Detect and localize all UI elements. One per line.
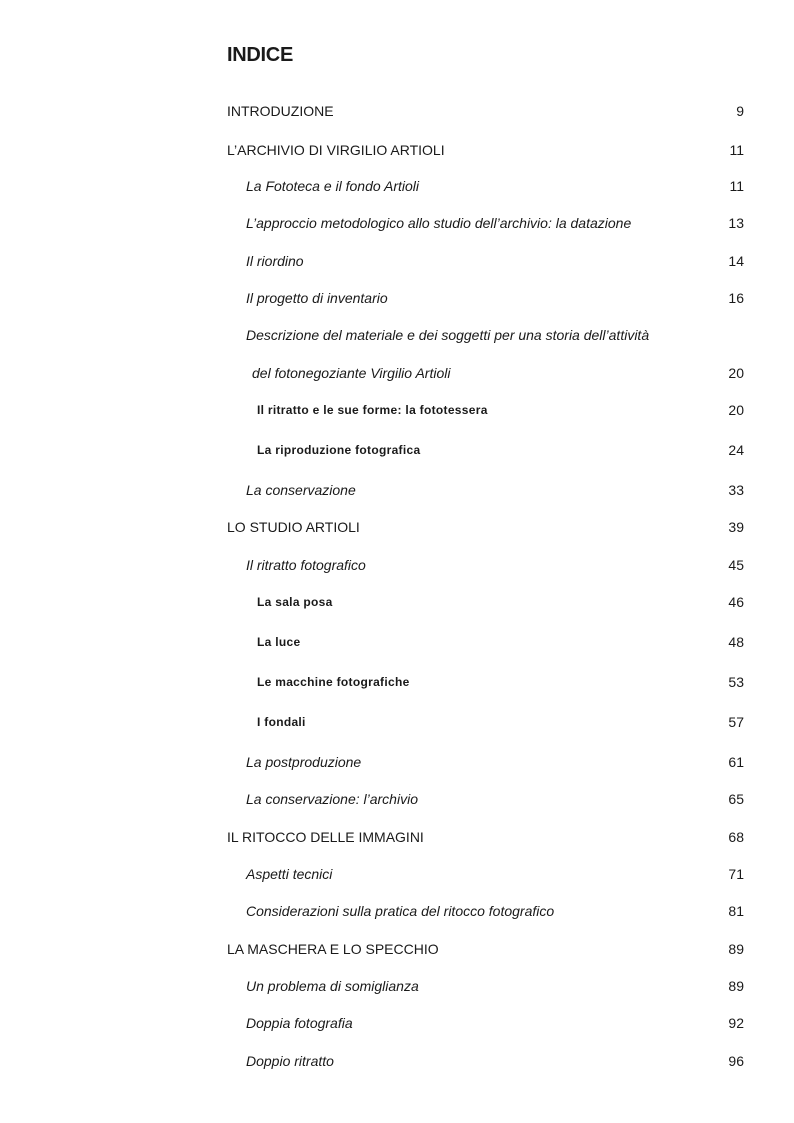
- toc-entry: [0, 712, 794, 732]
- toc-entry-page: 92: [728, 1015, 744, 1031]
- toc-entry-label: Doppio ritratto: [246, 1053, 334, 1069]
- page-title: INDICE: [227, 44, 293, 66]
- toc-entry-page: 11: [729, 142, 744, 158]
- toc-entry-page: 24: [728, 442, 744, 458]
- toc-entry: [0, 555, 794, 575]
- toc-entry-label: La conservazione: [246, 482, 356, 498]
- toc-entry-page: 16: [728, 290, 744, 306]
- toc-entry: [0, 363, 794, 383]
- toc-entry-label: INTRODUZIONE: [227, 103, 334, 119]
- toc-entry-label: LA MASCHERA E LO SPECCHIO: [227, 941, 439, 957]
- toc-entry-page: 14: [728, 253, 744, 269]
- toc-entry-page: 89: [728, 978, 744, 994]
- toc-entry-label: Le macchine fotografiche: [257, 675, 410, 689]
- toc-entry: [0, 827, 794, 847]
- toc-entry-page: 33: [728, 482, 744, 498]
- toc-entry-label: La riproduzione fotografica: [257, 443, 421, 457]
- toc-entry: [0, 1051, 794, 1071]
- toc-entry-label: Considerazioni sulla pratica del ritocco fotografico: [246, 903, 555, 919]
- toc-entry-page: 48: [728, 634, 744, 650]
- toc-entry-label: L’ARCHIVIO DI VIRGILIO ARTIOLI: [227, 142, 445, 158]
- toc-entry-page: 45: [728, 557, 744, 573]
- toc-entry: [0, 213, 794, 233]
- toc-entry-label: LO STUDIO ARTIOLI: [227, 519, 360, 535]
- toc-entry: [0, 440, 794, 460]
- toc-entry: [0, 789, 794, 809]
- toc-entry-label: Aspetti tecnici: [246, 866, 333, 882]
- toc-entry-page: 13: [728, 215, 744, 231]
- toc-entry-page: 61: [728, 754, 744, 770]
- toc-entry-page: 20: [728, 365, 744, 381]
- toc-entry-label: Doppia fotografia: [246, 1015, 353, 1031]
- toc-entry: [0, 517, 794, 537]
- toc-entry-label: Il progetto di inventario: [246, 290, 388, 306]
- toc-entry-label: Il riordino: [246, 253, 304, 269]
- toc-entry: [0, 325, 794, 345]
- toc-entry-page: 81: [728, 903, 744, 919]
- toc-entry: [0, 592, 794, 612]
- toc-entry-page: 96: [728, 1053, 744, 1069]
- toc-entry: [0, 101, 794, 121]
- toc-entry: [0, 632, 794, 652]
- toc-entry-page: 39: [728, 519, 744, 535]
- toc-entry-label: L’approccio metodologico allo studio dell’archivio: la datazione: [246, 215, 632, 231]
- toc-entry-page: 68: [728, 829, 744, 845]
- toc-entry: [0, 864, 794, 884]
- toc-entry: [0, 1013, 794, 1033]
- toc-entry-page: 57: [728, 714, 744, 730]
- toc-entry: [0, 140, 794, 160]
- toc-entry-label: del fotonegoziante Virgilio Artioli: [252, 365, 451, 381]
- toc-entry: [0, 976, 794, 996]
- toc-entry-label: La postproduzione: [246, 754, 362, 770]
- toc-entry-label: La luce: [257, 635, 301, 649]
- toc-entry-label: Un problema di somiglianza: [246, 978, 419, 994]
- toc-entry-label: La Fototeca e il fondo Artioli: [246, 178, 420, 194]
- toc-entry: [0, 901, 794, 921]
- toc-entry: [0, 288, 794, 308]
- toc-entry-page: 65: [728, 791, 744, 807]
- toc-entry-label: La conservazione: l’archivio: [246, 791, 418, 807]
- toc-entry: [0, 752, 794, 772]
- toc-entry: [0, 939, 794, 959]
- toc-entry-page: 53: [728, 674, 744, 690]
- toc-entry-page: 9: [736, 103, 744, 119]
- toc-entry-page: 89: [728, 941, 744, 957]
- toc-entry-page: 71: [728, 866, 744, 882]
- toc-entry: [0, 400, 794, 420]
- toc-entry: [0, 251, 794, 271]
- toc-entry-label: Il ritratto e le sue forme: la fototessera: [257, 403, 488, 417]
- toc-entry-page: 20: [728, 402, 744, 418]
- toc-entry-page: 46: [728, 594, 744, 610]
- toc-entry-page: 11: [729, 178, 744, 194]
- toc-entry-label: I fondali: [257, 715, 306, 729]
- toc-entry: [0, 480, 794, 500]
- toc-entry-label: La sala posa: [257, 595, 333, 609]
- toc-entry: [0, 672, 794, 692]
- toc-entry-label: IL RITOCCO DELLE IMMAGINI: [227, 829, 424, 845]
- toc-entry-label: Descrizione del materiale e dei soggetti per una storia dell’attività: [246, 327, 650, 343]
- toc-entry: [0, 176, 794, 196]
- toc-entry-label: Il ritratto fotografico: [246, 557, 366, 573]
